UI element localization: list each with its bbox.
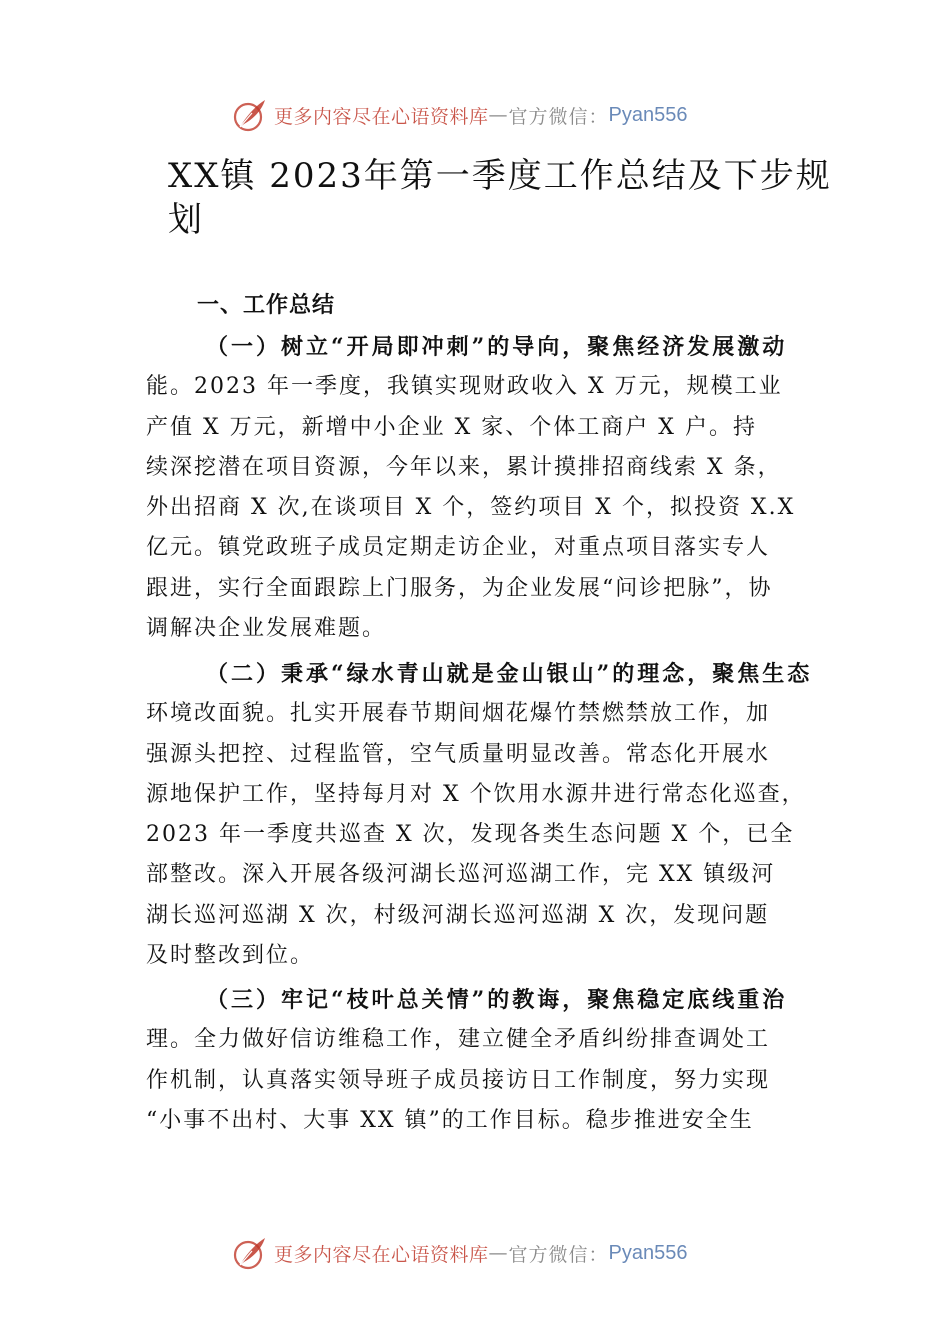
paragraph-line: 环境改面貌。扎实开展春节期间烟花爆竹禁燃禁放工作，加 bbox=[146, 701, 771, 727]
paragraph-line: 外出招商 X 次,在谈项目 X 个，签约项目 X 个，拟投资 X.X bbox=[146, 495, 796, 521]
watermark-contact-id: Pyan556 bbox=[608, 103, 688, 126]
paragraph-line: 调解决企业发展难题。 bbox=[146, 616, 387, 642]
feather-pen-logo-icon bbox=[232, 97, 268, 133]
paragraph-line: 及时整改到位。 bbox=[146, 943, 315, 969]
paragraph-line: 湖长巡河巡湖 X 次，村级河湖长巡河巡湖 X 次，发现问题 bbox=[146, 902, 770, 928]
paragraph-line: 源地保护工作，坚持每月对 X 个饮用水源井进行常态化巡查， bbox=[146, 781, 806, 807]
watermark-text: 更多内容尽在心语资料库 bbox=[274, 1243, 489, 1266]
watermark-text: 更多内容尽在心语资料库 bbox=[274, 105, 489, 128]
paragraph-line: “小事不出村、大事 XX 镇”的工作目标。稳步推进安全生 bbox=[146, 1107, 754, 1133]
watermark-separator: — bbox=[488, 1242, 509, 1264]
paragraph-line: 部整改。深入开展各级河湖长巡河巡湖工作，完 XX 镇级河 bbox=[146, 862, 776, 888]
section-heading: 一、工作总结 bbox=[197, 293, 336, 318]
paragraph-lead: （一）树立“开局即冲刺”的导向，聚焦经济发展激动 bbox=[206, 334, 788, 360]
document-title bbox=[168, 154, 832, 242]
paragraph-lead: （三）牢记“枝叶总关情”的教诲，聚焦稳定底线重治 bbox=[206, 987, 788, 1013]
watermark-contact-label: 官方微信： bbox=[508, 1243, 609, 1266]
paragraph-line: 续深挖潜在项目资源，今年以来，累计摸排招商线索 X 条， bbox=[146, 454, 782, 480]
paragraph-line: 强源头把控、过程监管，空气质量明显改善。常态化开展水 bbox=[146, 741, 771, 767]
watermark-header bbox=[232, 95, 792, 135]
paragraph-line: 理。全力做好信访维稳工作，建立健全矛盾纠纷排查调处工 bbox=[146, 1027, 771, 1053]
paragraph-stability bbox=[146, 980, 814, 1141]
paragraph-line: 产值 X 万元，新增中小企业 X 家、个体工商户 X 户。持 bbox=[146, 414, 757, 440]
paragraph-economy bbox=[146, 327, 814, 649]
watermark-contact-label: 官方微信： bbox=[508, 105, 609, 128]
watermark-separator: — bbox=[488, 104, 509, 126]
paragraph-lead: （二）秉承“绿水青山就是金山银山”的理念，聚焦生态 bbox=[206, 661, 813, 687]
watermark-footer bbox=[232, 1233, 792, 1273]
title-line-2: 划 bbox=[168, 200, 204, 240]
feather-pen-logo-icon bbox=[232, 1235, 268, 1271]
paragraph-line: 能。2023 年一季度，我镇实现财政收入 X 万元，规模工业 bbox=[146, 374, 783, 400]
paragraph-line: 亿元。镇党政班子成员定期走访企业，对重点项目落实专人 bbox=[146, 535, 771, 561]
watermark-contact-id: Pyan556 bbox=[608, 1241, 688, 1264]
paragraph-line: 跟进，实行全面跟踪上门服务，为企业发展“问诊把脉”，协 bbox=[146, 575, 773, 601]
paragraph-ecology bbox=[146, 654, 814, 976]
title-line-1: XX镇 2023年第一季度工作总结及下步规 bbox=[168, 156, 832, 196]
paragraph-line: 2023 年一季度共巡查 X 次，发现各类生态问题 X 个，已全 bbox=[146, 822, 795, 848]
paragraph-line: 作机制，认真落实领导班子成员接访日工作制度，努力实现 bbox=[146, 1067, 771, 1093]
